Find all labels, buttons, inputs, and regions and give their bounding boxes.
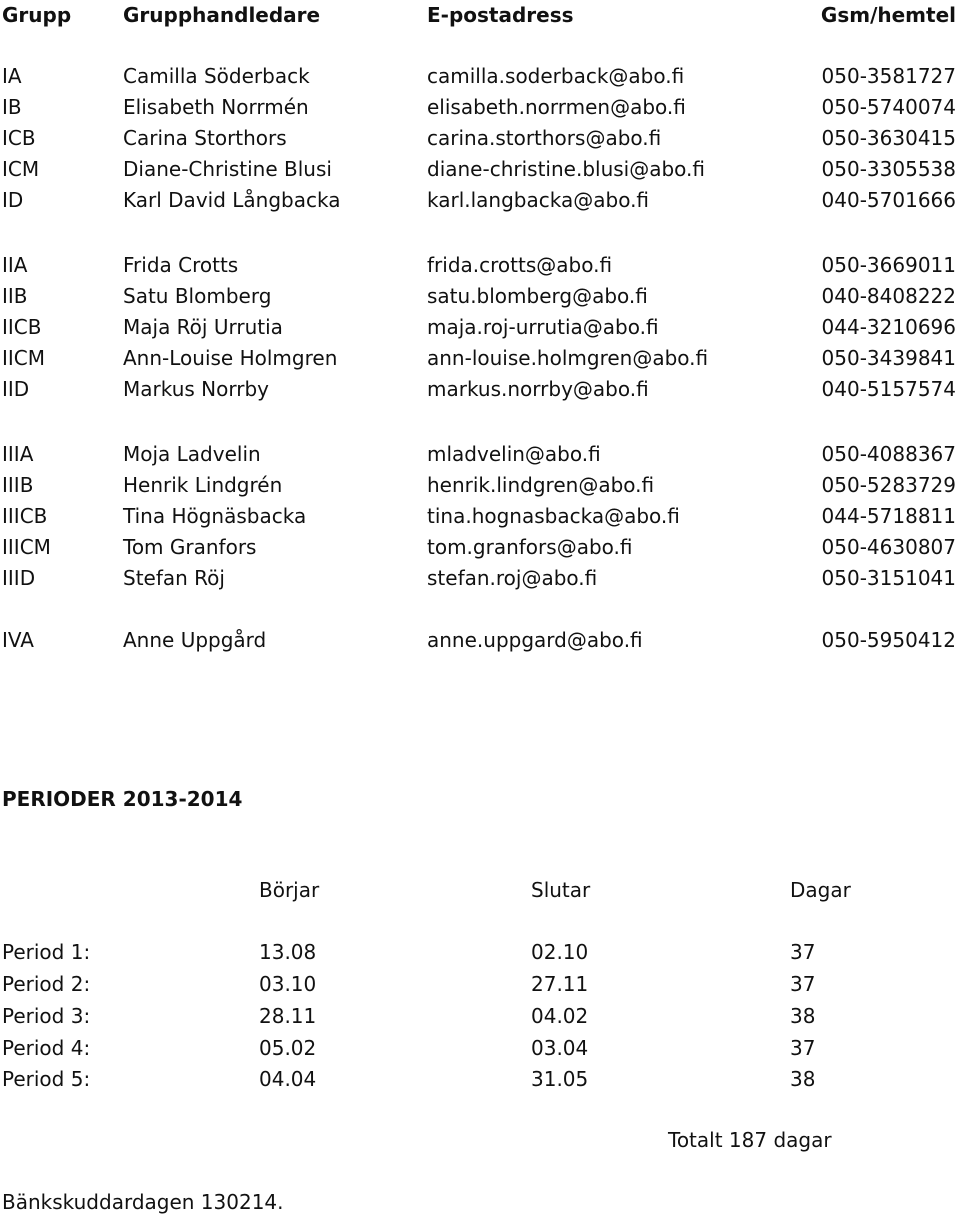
leader-cell: Elisabeth Norrmén [123,95,309,119]
header-end: Slutar [531,878,591,902]
phone-cell: 050-3581727 [821,64,956,88]
period-end: 04.02 [531,1004,589,1028]
table-row [0,312,960,342]
leader-cell: Henrik Lindgrén [123,473,283,497]
leader-cell: Maja Röj Urrutia [123,315,283,339]
phone-cell: 050-3305538 [821,157,956,181]
table-row [0,250,960,280]
phone-cell: 050-5950412 [821,628,956,652]
group-cell: IIA [2,253,28,277]
phone-cell: 044-5718811 [821,504,956,528]
table-row [0,439,960,469]
table-row [0,92,960,122]
period-start: 03.10 [259,972,317,996]
period-row [0,1001,960,1031]
email-cell: mladvelin@abo.fi [427,442,601,466]
period-label: Period 2: [2,972,91,996]
period-end: 03.04 [531,1036,589,1060]
period-days: 38 [790,1067,816,1091]
group-cell: IIICB [2,504,48,528]
header-email: E-postadress [427,3,574,27]
period-start: 05.02 [259,1036,317,1060]
phone-cell: 040-5157574 [821,377,956,401]
period-days: 37 [790,940,816,964]
period-row [0,1033,960,1063]
group-cell: IICM [2,346,46,370]
table-row [0,532,960,562]
leader-cell: Tom Granfors [123,535,257,559]
periods-title: PERIODER 2013-2014 [2,787,243,811]
email-cell: tom.granfors@abo.fi [427,535,633,559]
leader-cell: Satu Blomberg [123,284,272,308]
period-label: Period 5: [2,1067,91,1091]
leader-cell: Frida Crotts [123,253,239,277]
header-leader: Grupphandledare [123,3,321,27]
phone-cell: 040-5701666 [821,188,956,212]
email-cell: tina.hognasbacka@abo.fi [427,504,680,528]
period-days: 37 [790,972,816,996]
leader-cell: Camilla Söderback [123,64,310,88]
table-row [0,61,960,91]
group-cell: ID [2,188,24,212]
period-end: 31.05 [531,1067,589,1091]
phone-cell: 050-5283729 [821,473,956,497]
period-row [0,969,960,999]
period-label: Period 4: [2,1036,91,1060]
email-cell: frida.crotts@abo.fi [427,253,613,277]
leader-cell: Diane-Christine Blusi [123,157,332,181]
group-cell: IVA [2,628,34,652]
period-start: 13.08 [259,940,317,964]
group-cell: IB [2,95,22,119]
period-days: 38 [790,1004,816,1028]
table-row [0,123,960,153]
group-cell: IIIA [2,442,34,466]
table-row [0,185,960,215]
phone-cell: 050-5740074 [821,95,956,119]
email-cell: anne.uppgard@abo.fi [427,628,643,652]
table-row [0,374,960,404]
phone-cell: 044-3210696 [821,315,956,339]
period-days: 37 [790,1036,816,1060]
period-label: Period 3: [2,1004,91,1028]
period-label: Period 1: [2,940,91,964]
leader-cell: Ann-Louise Holmgren [123,346,338,370]
header-phone: Gsm/hemtel [820,3,956,27]
email-cell: stefan.roj@abo.fi [427,566,598,590]
group-cell: IIID [2,566,36,590]
periods-total: Totalt 187 dagar [668,1128,832,1152]
email-cell: satu.blomberg@abo.fi [427,284,648,308]
leader-cell: Carina Storthors [123,126,287,150]
period-start: 04.04 [259,1067,317,1091]
leader-cell: Stefan Röj [123,566,225,590]
leader-cell: Markus Norrby [123,377,269,401]
email-cell: maja.roj-urrutia@abo.fi [427,315,659,339]
group-cell: ICM [2,157,40,181]
email-cell: henrik.lindgren@abo.fi [427,473,655,497]
email-cell: ann-louise.holmgren@abo.fi [427,346,709,370]
group-cell: ICB [2,126,36,150]
group-cell: IICB [2,315,42,339]
table-row [0,470,960,500]
period-row [0,1064,960,1094]
group-cell: IIICM [2,535,51,559]
phone-cell: 050-3630415 [821,126,956,150]
table-row [0,563,960,593]
leader-cell: Tina Högnäsbacka [123,504,307,528]
period-end: 27.11 [531,972,589,996]
table-row [0,501,960,531]
group-cell: IIIB [2,473,34,497]
phone-cell: 050-3669011 [821,253,956,277]
group-cell: IID [2,377,30,401]
period-end: 02.10 [531,940,589,964]
periods-header-row [0,875,960,905]
table-row [0,343,960,373]
leader-cell: Anne Uppgård [123,628,267,652]
email-cell: karl.langbacka@abo.fi [427,188,650,212]
email-cell: camilla.soderback@abo.fi [427,64,685,88]
email-cell: elisabeth.norrmen@abo.fi [427,95,686,119]
leader-cell: Karl David Långbacka [123,188,341,212]
phone-cell: 050-3151041 [821,566,956,590]
header-days: Dagar [790,878,851,902]
table-row [0,154,960,184]
phone-cell: 050-4088367 [821,442,956,466]
header-start: Börjar [259,878,320,902]
phone-cell: 040-8408222 [821,284,956,308]
footnote: Bänkskuddardagen 130214. [2,1190,284,1214]
email-cell: diane-christine.blusi@abo.fi [427,157,706,181]
contacts-header-row [0,0,960,30]
period-start: 28.11 [259,1004,317,1028]
email-cell: markus.norrby@abo.fi [427,377,649,401]
header-group: Grupp [2,3,72,27]
email-cell: carina.storthors@abo.fi [427,126,662,150]
group-cell: IIB [2,284,28,308]
group-cell: IA [2,64,22,88]
period-row [0,937,960,967]
phone-cell: 050-4630807 [821,535,956,559]
table-row [0,281,960,311]
leader-cell: Moja Ladvelin [123,442,261,466]
phone-cell: 050-3439841 [821,346,956,370]
table-row [0,625,960,655]
